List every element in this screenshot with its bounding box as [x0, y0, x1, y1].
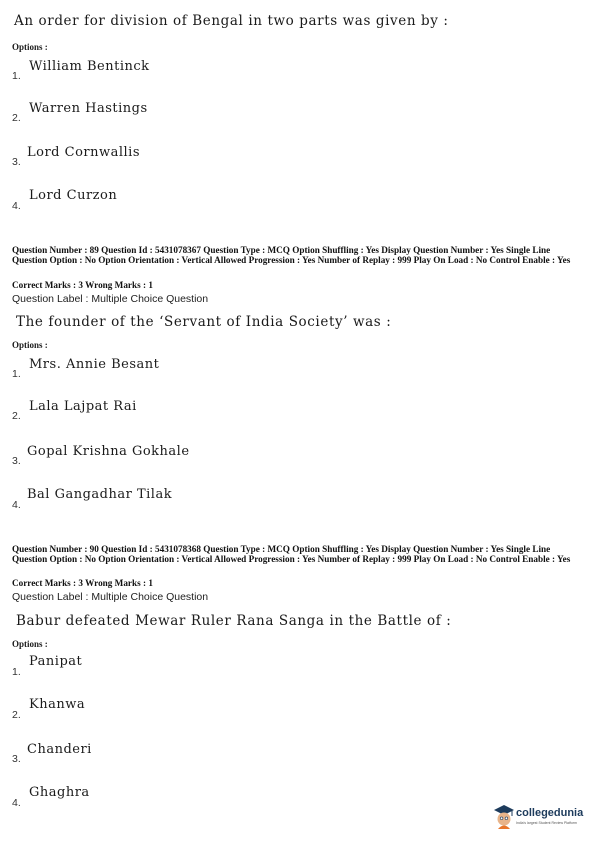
question-meta: Question Number : 89 Question Id : 5431078367 Question Type : MCQ Option Shuffling : Yes Display Question Number : Yes Single Line Question Option : No Option Orientation : Vertical Allowed Progression : Yes Number of Replay : 999 Play On Load : No Control Enable : Yes	[12, 245, 571, 265]
option-text: Khanwa	[29, 697, 86, 712]
question-meta: Question Number : 90 Question Id : 5431078368 Question Type : MCQ Option Shuffling : Yes Display Question Number : Yes Single Line Question Option : No Option Orientation : Vertical Allowed Progression : Yes Number of Replay : 999 Play On Load : No Control Enable : Yes	[12, 544, 571, 564]
option-text: Chanderi	[27, 742, 92, 757]
question-text: The founder of the ‘Servant of India Society’ was :	[16, 314, 392, 330]
option-number: 3.	[12, 156, 21, 168]
option-number: 4.	[12, 200, 21, 212]
option-number: 3.	[12, 455, 21, 467]
option-text: Warren Hastings	[29, 101, 148, 116]
options-label: Options :	[12, 639, 48, 649]
option-number: 4.	[12, 797, 21, 809]
option-text: Mrs. Annie Besant	[29, 357, 160, 372]
option-text: Ghaghra	[29, 785, 90, 800]
option-text: William Bentinck	[29, 59, 150, 74]
option-number: 4.	[12, 499, 21, 511]
question-text: An order for division of Bengal in two parts was given by :	[14, 13, 449, 29]
option-text: Gopal Krishna Gokhale	[27, 444, 190, 459]
logo-tagline: India's largest Student Review Platform	[516, 821, 577, 825]
option-text: Lord Cornwallis	[27, 145, 141, 160]
question-text: Babur defeated Mewar Ruler Rana Sanga in the Battle of :	[16, 613, 452, 629]
question-label: Question Label : Multiple Choice Question	[12, 591, 209, 603]
option-number: 1.	[12, 70, 21, 82]
option-text: Lala Lajpat Rai	[29, 399, 137, 414]
option-number: 1.	[12, 666, 21, 678]
marks-info: Correct Marks : 3 Wrong Marks : 1	[12, 578, 153, 588]
option-number: 2.	[12, 112, 21, 124]
options-label: Options :	[12, 42, 48, 52]
option-text: Panipat	[29, 654, 83, 669]
option-text: Lord Curzon	[29, 188, 118, 203]
options-label: Options :	[12, 340, 48, 350]
option-number: 2.	[12, 709, 21, 721]
logo-wordmark: collegedunia	[516, 807, 584, 819]
option-number: 2.	[12, 410, 21, 422]
marks-info: Correct Marks : 3 Wrong Marks : 1	[12, 280, 153, 290]
option-number: 1.	[12, 368, 21, 380]
option-text: Bal Gangadhar Tilak	[27, 487, 173, 502]
collegedunia-logo	[493, 803, 593, 833]
question-label: Question Label : Multiple Choice Question	[12, 293, 209, 305]
option-number: 3.	[12, 753, 21, 765]
graduate-mascot-icon	[493, 803, 515, 831]
